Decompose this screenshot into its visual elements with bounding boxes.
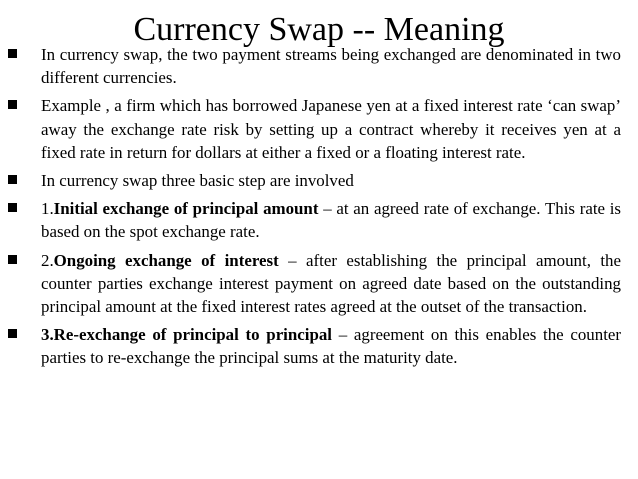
slide-title: Currency Swap -- Meaning xyxy=(133,11,505,48)
bullet-item xyxy=(41,249,621,319)
bullet-item xyxy=(41,169,621,192)
bullet-list xyxy=(0,43,638,375)
bullet-item xyxy=(41,197,621,243)
bullet-item xyxy=(41,43,621,89)
step-heading: Ongoing exchange of interest xyxy=(53,250,279,270)
bullet-text: – at an agreed rate of exchange. This rate is based on the spot exchange rate. xyxy=(41,199,622,242)
step-number: 2. xyxy=(41,250,54,270)
bullet-text: Example , a firm which has borrowed Japanese yen at a fixed interest rate ‘can swap’ away the exchange rate risk by setting up a contract whereby it receives yen at a fixed rate in return for dollars at either a fixed or a floating interest rate. xyxy=(41,96,621,162)
square-bullet-icon xyxy=(8,255,17,264)
bullet-text: – after establishing the principal amount, the counter parties exchange interest payment on agreed date based on the outstanding principal amount at the fixed interest rates agreed at the outset of the transaction. xyxy=(41,250,621,317)
step-number: 1. xyxy=(41,199,54,219)
bullet-item xyxy=(41,94,621,164)
bullet-text: In currency swap, the two payment streams being exchanged are denominated in two different currencies. xyxy=(41,45,621,88)
square-bullet-icon xyxy=(8,49,17,58)
step-heading: Initial exchange of principal amount xyxy=(53,199,319,219)
bullet-text: In currency swap three basic step are involved xyxy=(41,171,354,191)
square-bullet-icon xyxy=(8,100,17,109)
square-bullet-icon xyxy=(8,203,17,212)
step-heading: 3.Re-exchange of principal to principal xyxy=(41,325,332,345)
bullet-text: – agreement on this enables the counter parties to re-exchange the principal sums at the maturity date. xyxy=(41,325,622,368)
square-bullet-icon xyxy=(8,175,17,184)
square-bullet-icon xyxy=(8,329,17,338)
bullet-item xyxy=(41,323,621,369)
